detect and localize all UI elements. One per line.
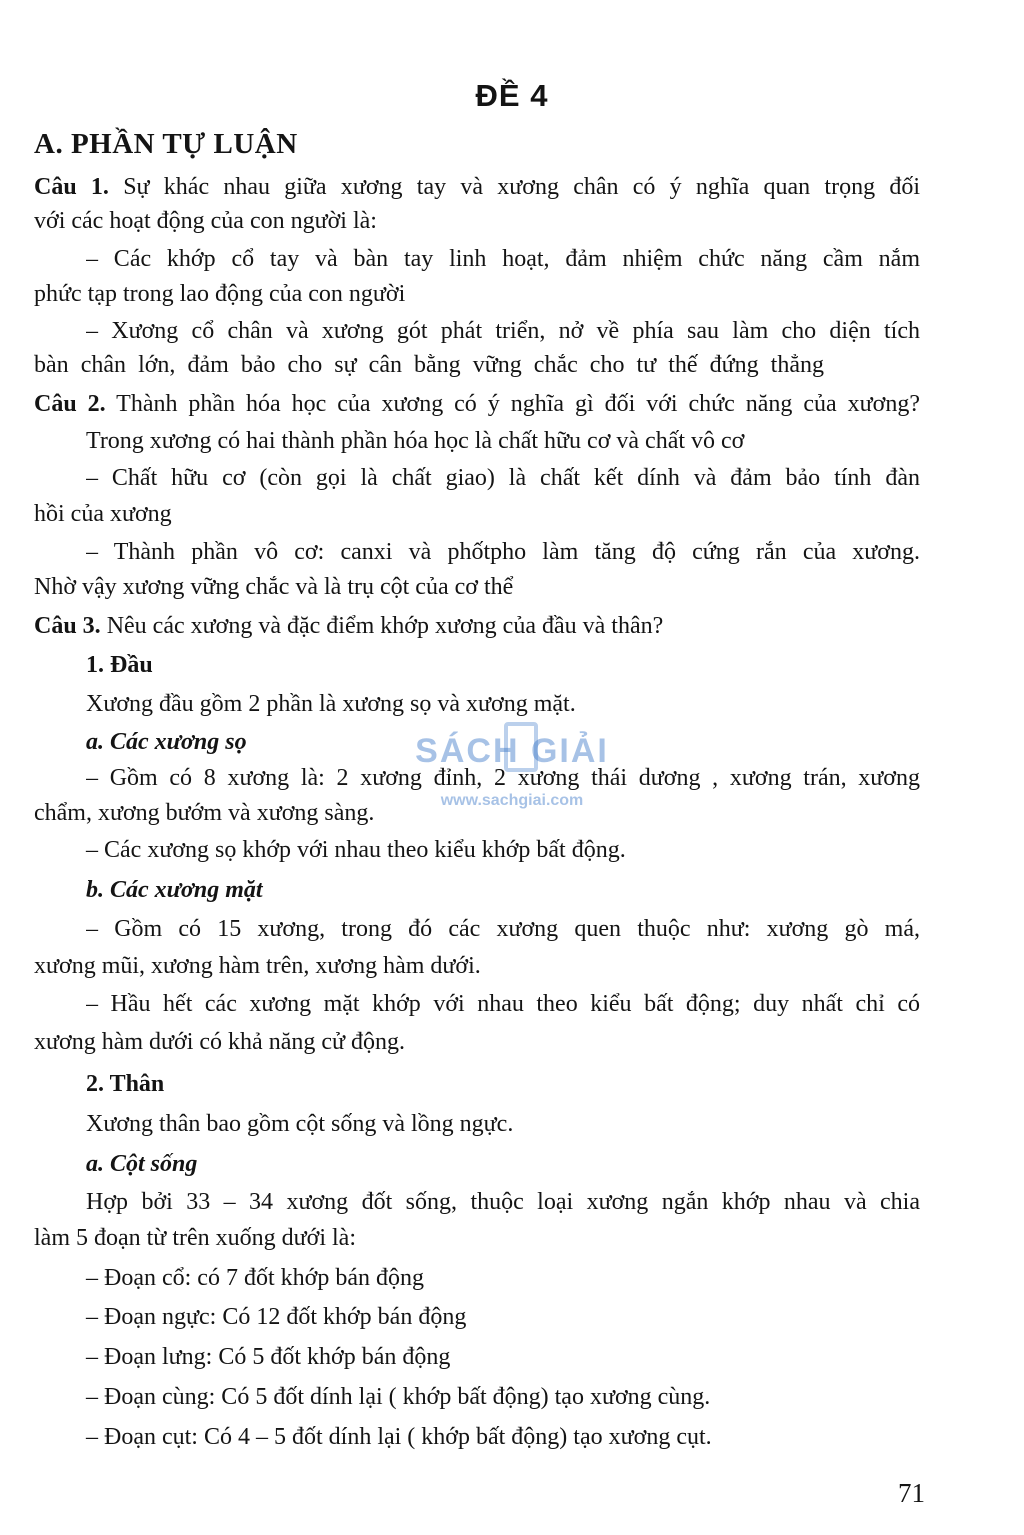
text-line: – Thành phần vô cơ: canxi và phốtpho làm tăng độ cứng rắn của xương.	[86, 539, 920, 565]
question-3-line	[34, 611, 663, 641]
watermark-url: www.sachgiai.com	[440, 792, 584, 809]
text-line: Xương đầu gồm 2 phần là xương sọ và xương mặt.	[86, 691, 576, 717]
section-heading: A. PHẦN TỰ LUẬN	[34, 128, 298, 160]
question-1-label: Câu 1.	[34, 174, 109, 200]
text-line: làm 5 đoạn từ trên xuống dưới là:	[34, 1225, 356, 1251]
list-item: – Đoạn cụt: Có 4 – 5 đốt dính lại ( khớp bất động) tạo xương cụt.	[86, 1424, 712, 1450]
text-line: – Các khớp cổ tay và bàn tay linh hoạt, đảm nhiệm chức năng cầm nắm	[86, 246, 920, 272]
list-item: – Đoạn cùng: Có 5 đốt dính lại ( khớp bất động) tạo xương cùng.	[86, 1384, 711, 1410]
watermark-brand: SÁCH GIẢI	[415, 732, 609, 770]
text-line: – Gồm có 15 xương, trong đó các xương quen thuộc như: xương gò má,	[86, 916, 920, 942]
subheading-spine: a. Cột sống	[86, 1151, 198, 1177]
text-line: hồi của xương	[34, 501, 172, 527]
question-3-label: Câu 3.	[34, 613, 101, 639]
subheading-trunk: 2. Thân	[86, 1071, 165, 1097]
text-line: bàn chân lớn, đảm bảo cho sự cân bằng vững chắc cho tư thế đứng thẳng	[34, 352, 824, 378]
exam-title: ĐỀ 4	[475, 78, 549, 113]
list-item: – Đoạn lưng: Có 5 đốt khớp bán động	[86, 1344, 451, 1370]
text-line: xương hàm dưới có khả năng cử động.	[34, 1029, 406, 1055]
list-item: – Đoạn cổ: có 7 đốt khớp bán động	[86, 1265, 424, 1291]
question-1-line	[34, 172, 920, 202]
text-line: – Gồm có 8 xương là: 2 xương đỉnh, 2 xương thái dương , xương trán, xương	[86, 765, 920, 791]
text-line: phức tạp trong lao động của con người	[34, 281, 406, 307]
text-line: – Chất hữu cơ (còn gọi là chất giao) là chất kết dính và đảm bảo tính đàn	[86, 465, 920, 491]
subheading-skull-bones: a. Các xương sọ	[86, 729, 247, 755]
text-line: Nhờ vậy xương vững chắc và là trụ cột của cơ thể	[34, 574, 514, 600]
text-line: với các hoạt động của con người là:	[34, 208, 377, 234]
question-2-line	[34, 389, 920, 419]
list-item: – Đoạn ngực: Có 12 đốt khớp bán động	[86, 1304, 467, 1330]
subheading-head: 1. Đầu	[86, 652, 153, 678]
text-line: xương mũi, xương hàm trên, xương hàm dưới.	[34, 953, 481, 979]
question-2-text: Thành phần hóa học của xương có ý nghĩa gì đối với chức năng của xương?	[105, 391, 920, 417]
text-line: Hợp bởi 33 – 34 xương đốt sống, thuộc loại xương ngắn khớp nhau và chia	[86, 1189, 920, 1215]
question-1-text: Sự khác nhau giữa xương tay và xương chân có ý nghĩa quan trọng đối	[108, 174, 920, 200]
text-line: Trong xương có hai thành phần hóa học là chất hữu cơ và chất vô cơ	[86, 428, 745, 454]
text-line: chẩm, xương bướm và xương sàng.	[34, 800, 375, 826]
page-number: 71	[898, 1478, 925, 1508]
question-2-label: Câu 2.	[34, 391, 106, 417]
text-line: – Hầu hết các xương mặt khớp với nhau theo kiểu bất động; duy nhất chỉ có	[86, 991, 920, 1017]
text-line: – Các xương sọ khớp với nhau theo kiểu khớp bất động.	[86, 837, 626, 863]
text-line: Xương thân bao gồm cột sống và lồng ngực.	[86, 1111, 514, 1137]
question-3-text: Nêu các xương và đặc điểm khớp xương của đầu và thân?	[100, 613, 664, 639]
text-line: – Xương cổ chân và xương gót phát triển, nở về phía sau làm cho diện tích	[86, 318, 920, 344]
subheading-face-bones: b. Các xương mặt	[86, 877, 263, 903]
